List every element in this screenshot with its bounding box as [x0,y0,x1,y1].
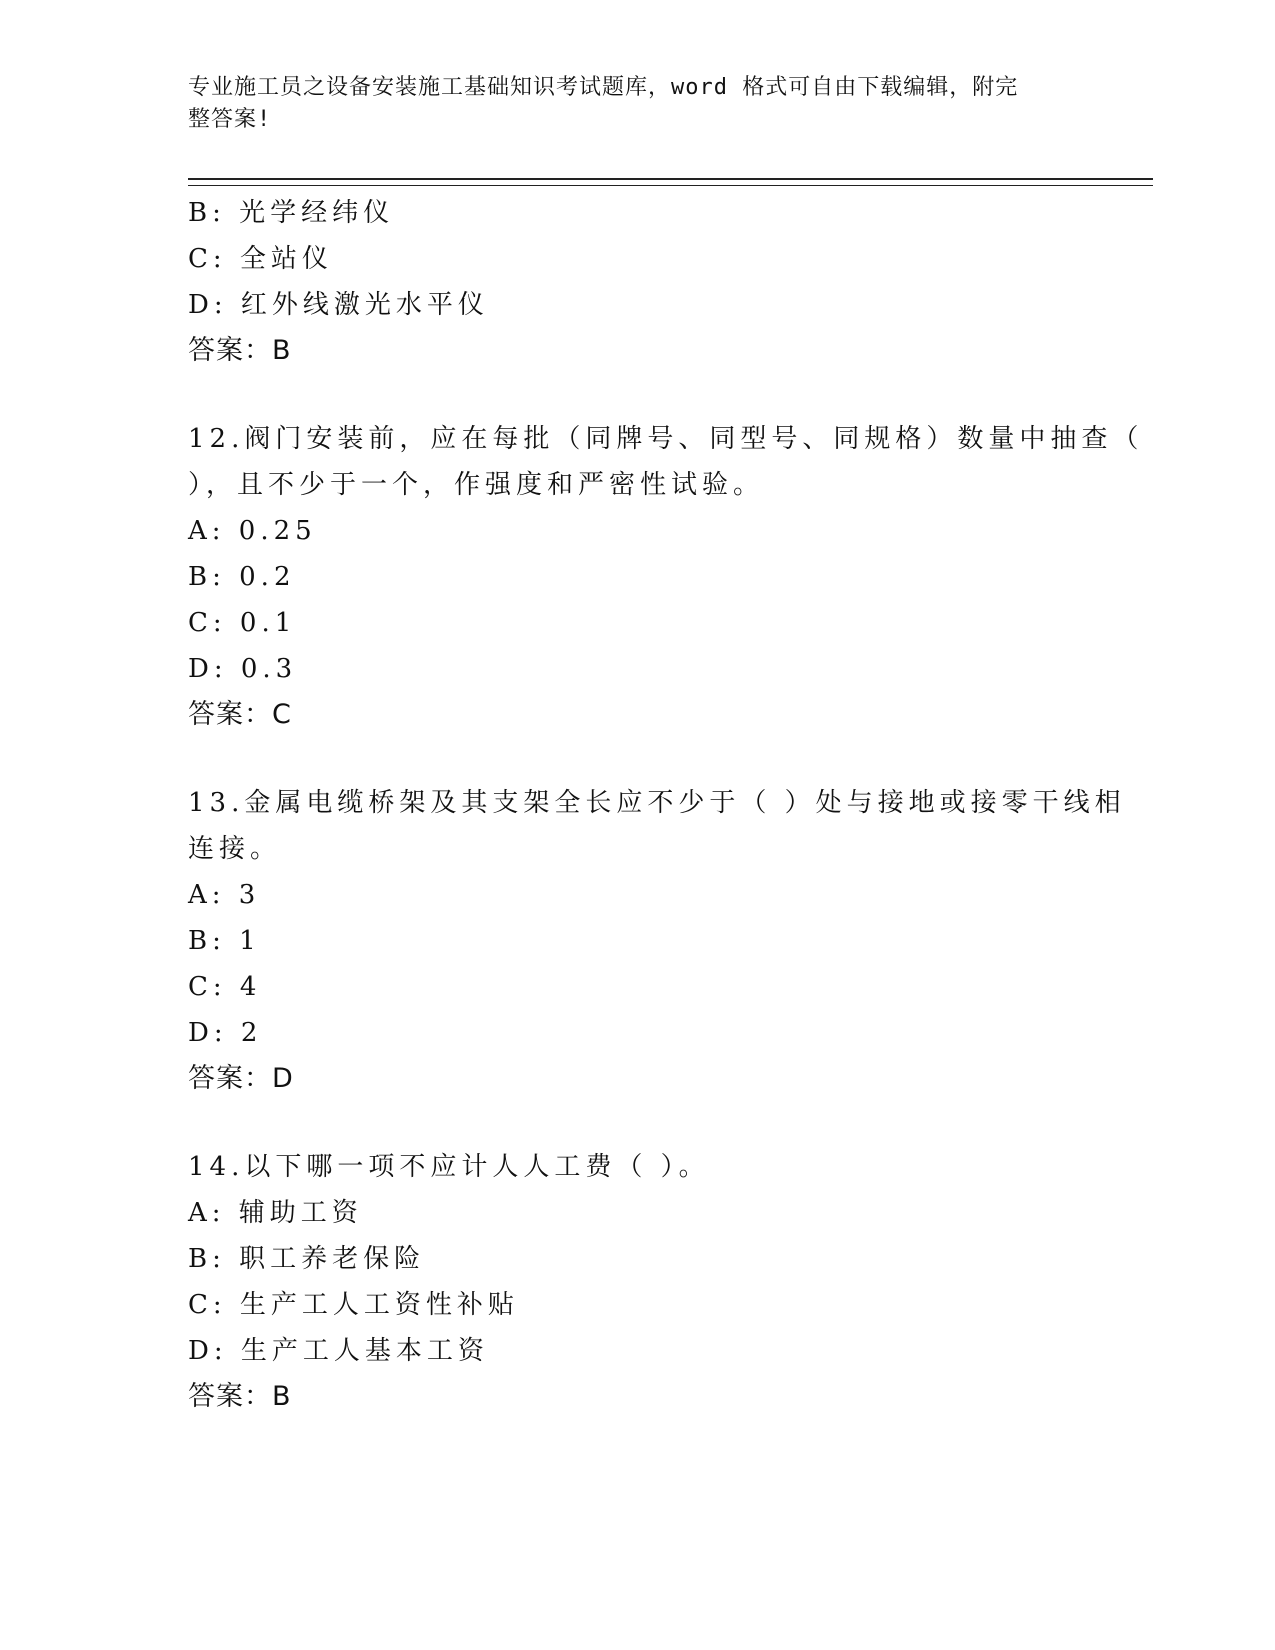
option-b: B: 职工养老保险 [188,1244,426,1274]
question-14 [188,1144,1088,1420]
question-stem: 14.以下哪一项不应计人人工费（ ）。 [188,1152,710,1182]
option-a: A: 辅助工资 [188,1198,363,1228]
header-line-1: 专业施工员之设备安装施工基础知识考试题库，word 格式可自由下载编辑，附完 [188,75,1019,100]
question-list [188,190,1144,1420]
question-13 [188,780,1126,1102]
header-divider [188,178,1153,186]
option-d: D: 红外线激光水平仪 [188,290,489,320]
option-a: A: 0.25 [188,516,317,546]
option-c: C: 0.1 [188,608,297,638]
answer: 答案：B [188,335,292,366]
answer: 答案：B [188,1381,292,1412]
option-c: C: 4 [188,972,262,1002]
page-header [188,72,1068,136]
answer: 答案：D [188,1063,294,1094]
option-d: D: 0.3 [188,654,298,684]
option-d: D: 2 [188,1018,263,1048]
option-b: B: 0.2 [188,562,296,592]
option-c: C: 全站仪 [188,244,333,274]
header-line-2: 整答案! [188,107,272,132]
question-stem-continued: 连接。 [188,834,282,864]
option-b: B: 光学经纬仪 [188,198,395,228]
option-a: A: 3 [188,880,261,910]
answer: 答案：C [188,699,292,730]
option-d: D: 生产工人基本工资 [188,1336,489,1366]
question-stem: 12.阀门安装前，应在每批（同牌号、同型号、同规格）数量中抽查（ [188,424,1144,454]
question-11 [188,190,1088,374]
question-stem: 13.金属电缆桥架及其支架全长应不少于（ ）处与接地或接零干线相 [188,788,1126,818]
option-c: C: 生产工人工资性补贴 [188,1290,519,1320]
option-b: B: 1 [188,926,261,956]
question-12 [188,416,1144,738]
question-stem-continued: ），且不少于一个，作强度和严密性试验。 [188,470,765,500]
